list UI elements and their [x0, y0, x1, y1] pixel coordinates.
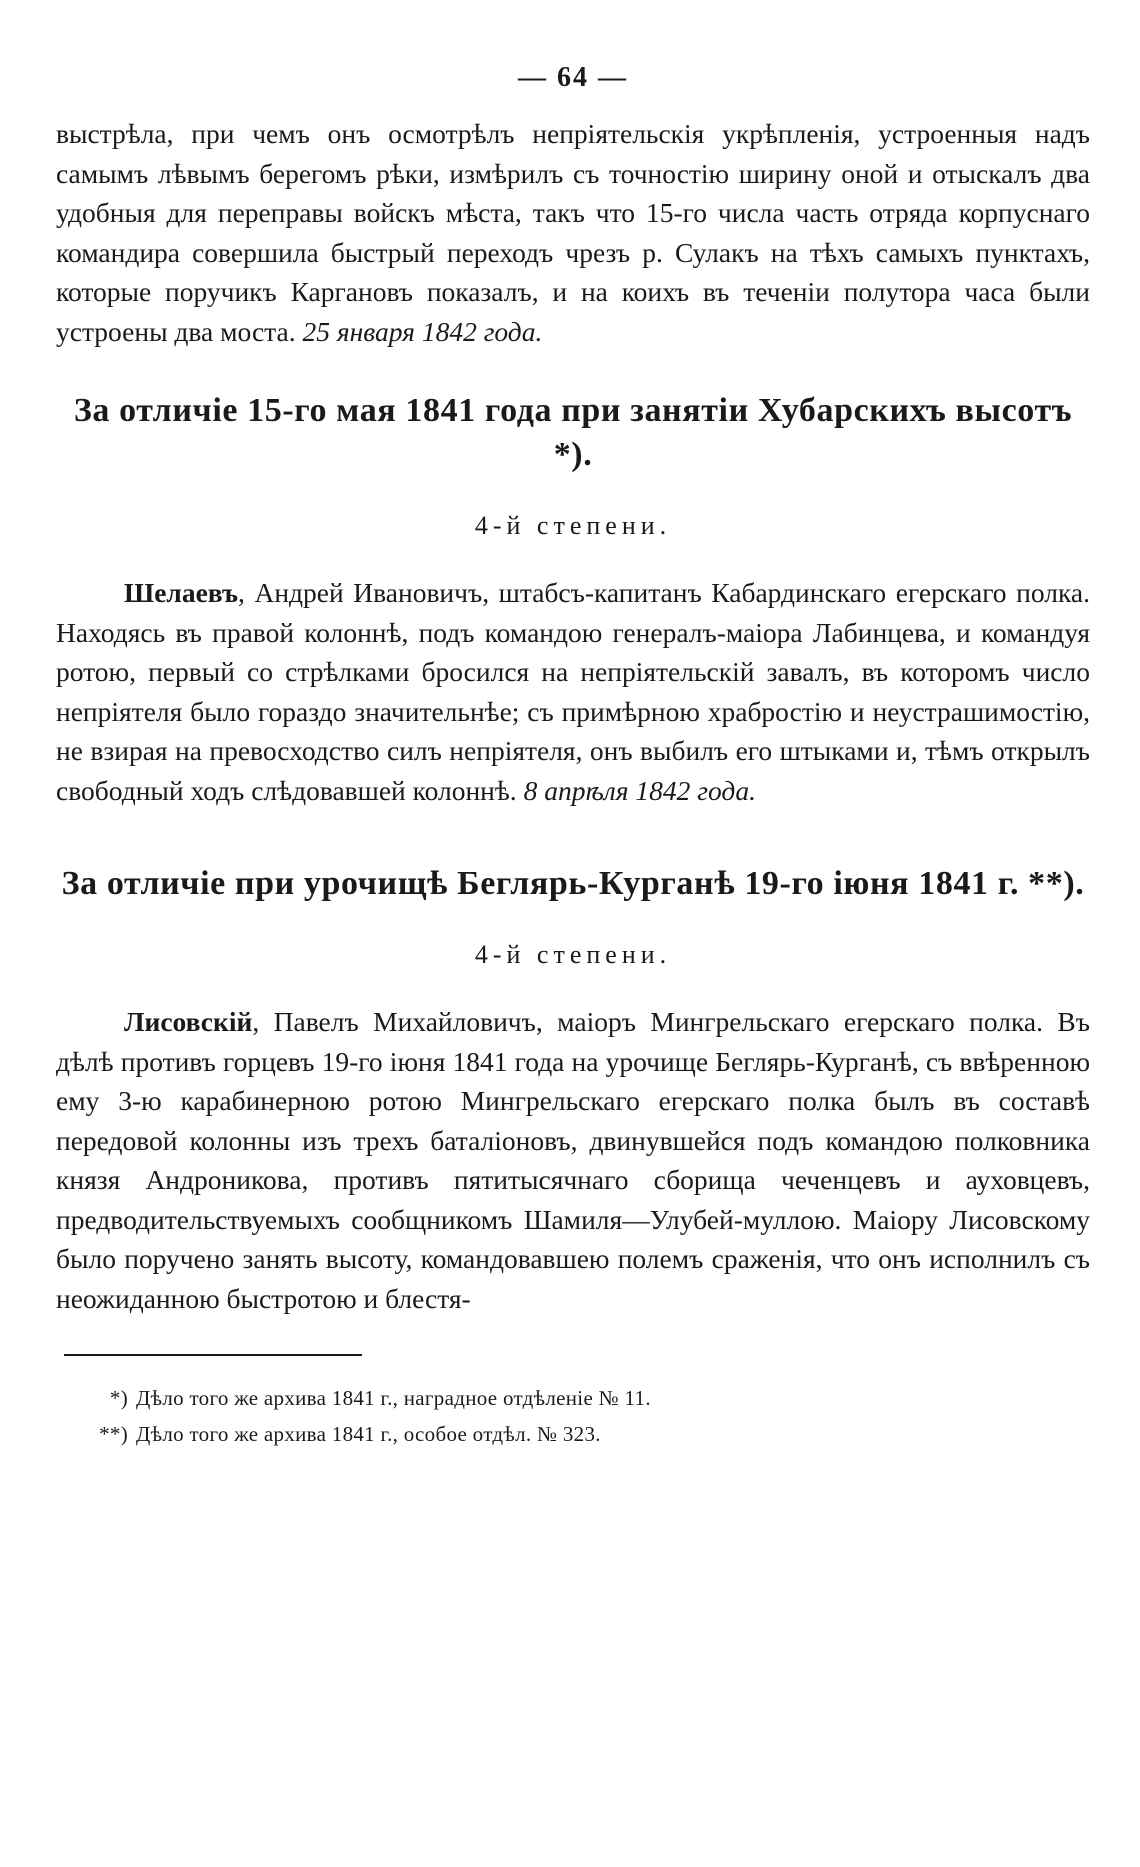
footnote-1-text: Дѣло того же архива 1841 г., наградное отдѣленіе № 11.: [136, 1386, 651, 1410]
section-heading-1: За отличіе 15-го мая 1841 года при занятіи Хубарскихъ высотъ *).: [73, 392, 1073, 473]
award-entry-2-text: , Павелъ Михайловичъ, маіоръ Мингрельскаго егерскаго полка. Въ дѣлѣ противъ горцевъ 19-го іюня 1841 года на урочище Беглярь-Курганѣ, съ ввѣренною ему 3-ю карабинерною ротою Мингрельскаго егерскаго полка былъ въ составѣ передовой колонны изъ трехъ баталіоновъ, двинувшейся подъ командою полковника князя Андроникова, противъ пятитысячнаго сборища чеченцевъ и ауховцевъ, предводительствуемыхъ сообщникомъ Шамиля—Улубей-муллою. Маіору Лисовскому было поручено занять высоту, командовавшею полемъ сраженія, что онъ исполнилъ съ неожиданною быстротою и блестя-: [56, 1006, 1090, 1314]
continuation-date: 25 января 1842 года.: [302, 315, 543, 347]
page-number: — 64 —: [518, 62, 628, 93]
award-entry-1-date: 8 апрѣля 1842 года.: [523, 774, 756, 806]
section-degree-2: 4-й степени.: [474, 940, 672, 969]
section-degree-1: 4-й степени.: [474, 511, 672, 540]
award-entry-2-surname: Лисовскій: [124, 1006, 253, 1037]
continuation-text: выстрѣла, при чемъ онъ осмотрѣлъ непріятельскія укрѣпленія, устроенныя надъ самымъ лѣвымъ берегомъ рѣки, измѣрилъ съ точностію ширину оной и отыскалъ два удобныя для переправы войскъ мѣста, такъ что 15-го числа часть отряда корпуснаго командира совершила быстрый переходъ чрезъ р. Сулакъ на тѣхъ самыхъ пунктахъ, которые поручикъ Каргановъ показалъ, и на коихъ въ теченіи полутора часа были устроены два моста.: [56, 118, 1090, 347]
document-page: [56, 62, 1090, 1452]
footnote-1-mark: *): [109, 1386, 128, 1410]
footnote-2-mark: **): [99, 1422, 128, 1446]
award-entry-2: [56, 1002, 1090, 1318]
footnote-1: [56, 1380, 1090, 1416]
award-entry-1: [56, 573, 1090, 810]
award-entry-1-surname: Шелаевъ: [124, 577, 238, 608]
footnotes: [56, 1380, 1090, 1452]
footnote-2: [56, 1416, 1090, 1452]
section-heading-2: За отличіе при урочищѣ Беглярь-Курганѣ 19-го іюня 1841 г. **).: [61, 865, 1085, 902]
footnote-2-text: Дѣло того же архива 1841 г., особое отдѣл. № 323.: [136, 1422, 601, 1446]
award-entry-1-text: , Андрей Ивановичъ, штабсъ-капитанъ Кабардинскаго егерскаго полка. Находясь въ правой колоннѣ, подъ командою генералъ-маіора Лабинцева, и командуя ротою, первый со стрѣлками бросился на непріятельскій завалъ, въ которомъ число непріятеля было гораздо значительнѣе; съ примѣрною храбростію и неустрашимостію, не взирая на превосходство силъ непріятеля, онъ выбилъ его штыками и, тѣмъ открылъ свободный ходъ слѣдовавшей колоннѣ.: [56, 577, 1090, 806]
continuation-paragraph: [56, 114, 1090, 351]
footnote-divider: [64, 1354, 362, 1356]
